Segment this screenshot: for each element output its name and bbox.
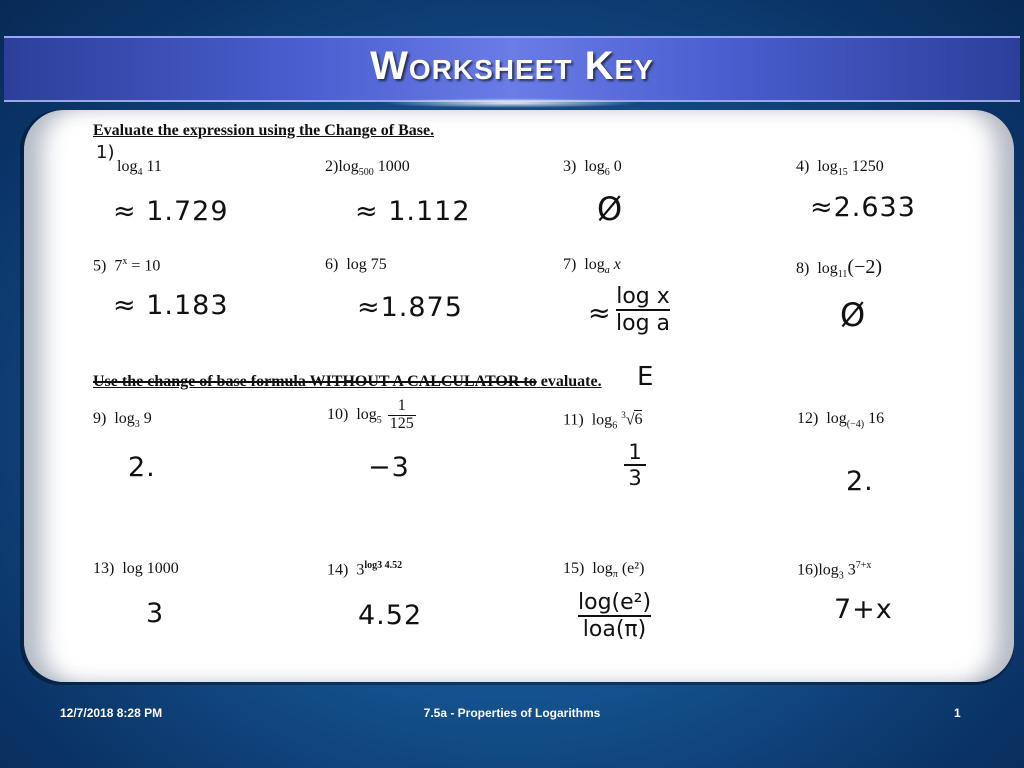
log-base: (−4) [846,419,865,431]
power-base: 3 [356,561,365,579]
log-argument: (e²) [621,560,645,577]
power-base: 7 [114,257,123,275]
slide-title: Worksheet Key [370,44,654,88]
problem-11: 11) $\log_6 ^3√6$ [563,410,643,432]
problem-number: 3) [563,158,577,175]
log-base: 6 [612,420,618,432]
footer-page-number: 1 [954,706,961,720]
answer-3: Ø [597,190,624,228]
problem-number: 5) [93,257,107,275]
answer-5: ≈ 1.183 [113,290,229,321]
problem-number: 16) [797,561,819,579]
answer-4: ≈2.633 [810,192,916,223]
answer-11-fraction [624,440,646,490]
problem-number: 1) [96,142,115,163]
log-argument: 9 [143,410,152,427]
fraction-denominator: 125 [389,414,414,432]
problem-number: 11) [563,411,584,429]
worksheet-page [24,110,1014,682]
title-glow [380,98,640,108]
exponent: log3 4.52 [364,560,403,571]
handwritten-correction: E [637,362,655,392]
answer-16: 7+x [834,594,893,625]
log-argument: 1000 [377,158,410,175]
section2-heading [93,373,602,391]
heading-end-text: evaluate. [540,373,602,390]
heading-struck-text: Use the change of base formula WITHOUT A CALCULATOR to [93,373,537,390]
problem-number: 8) [796,260,810,277]
log-base: 11 [837,269,848,281]
footer-date: 12/7/2018 8:28 PM [60,706,163,720]
equation-rhs: = 10 [127,257,161,275]
radicand: 6 [634,411,643,429]
log-argument: 11 [146,158,162,175]
log-argument: 16 [868,410,885,427]
problem-number: 12) [797,410,819,427]
answer-numerator: log x [616,284,670,309]
log-argument: (−2) [847,256,883,278]
answer-10: −3 [368,452,410,483]
answer-1: ≈ 1.729 [113,196,229,227]
log-base: 6 [604,167,610,179]
problem-6: 6) log 75 [325,256,387,273]
problem-16: $16)\log_3$ $3^{7+x}$ [797,560,872,582]
answer-12: 2. [846,466,874,497]
log-base: 4 [137,167,143,179]
problem-13: 13) log 1000 [93,560,179,577]
answer-numerator: 1 [624,440,646,466]
problem-1: 1) $\log_4 11$ [96,142,162,179]
log-argument: 1000 [146,560,179,577]
problem-number: 2) [325,158,339,175]
answer-6: ≈1.875 [357,292,463,323]
problem-number: 6) [325,256,339,273]
log-base: 3 [838,570,844,582]
answer-denominator: loa(π) [582,617,647,642]
problem-9: 9) $\log_3 9$ [93,410,152,431]
answer-8: Ø [840,296,867,334]
answer-denominator: 3 [628,466,642,490]
log-base: 15 [837,167,848,179]
problem-number: 13) [93,560,115,577]
problem-number: 7) [563,256,577,273]
problem-4: 4) $\log_{15} 1250$ [796,158,884,179]
problem-3: 3) $\log_6 0$ [563,158,622,179]
log-base: 5 [376,415,382,427]
log-argument: 0 [613,158,622,175]
problem-number: 15) [563,560,585,577]
section1-heading: Evaluate the expression using the Change of Base. [93,122,435,139]
problem-8: 8) $\log_{11}(-2)$ [796,256,883,281]
problem-number: 4) [796,158,810,175]
problem-number: 9) [93,410,107,427]
problem-15: 15) $\log_\pi (e^2)$ [563,560,645,581]
log-argument: 1250 [851,158,884,175]
answer-7-prefix: ≈ [588,298,612,329]
log-base: 500 [358,167,374,179]
problem-14 [327,560,402,579]
problem-number: 10) [327,405,349,423]
exponent: 7+x [855,560,872,571]
log-argument: x [613,256,621,273]
problem-7: 7) $\log_a x$ [563,256,621,277]
log-argument: 75 [370,256,387,273]
power-base: 3 [847,561,856,579]
problem-number: 14) [327,561,349,579]
answer-15-fraction [578,590,651,642]
root-index: 3 [621,410,626,420]
answer-2: ≈ 1.112 [355,196,471,227]
answer-numerator: log(e²) [578,590,652,615]
problem-10: 10) $\log_5$ $\frac{1}{125}$ [327,397,414,432]
log-base: 3 [134,419,140,431]
log-argument-fraction [388,398,416,433]
answer-14: 4.52 [358,600,423,631]
problem-12: 12) $\log_{(-4)} 16$ [797,410,885,431]
problem-2: $2)\log_{500}$ 1000 [325,158,410,179]
problem-5 [93,256,160,275]
footer-subtitle: 7.5a - Properties of Logarithms [423,706,601,720]
answer-13: 3 [146,598,165,629]
exponent: x [122,256,128,267]
log-base: π [612,569,618,581]
log-base: a [604,265,610,277]
fraction-numerator: 1 [388,398,416,416]
answer-7-fraction [616,284,670,336]
answer-9: 2. [128,452,156,483]
answer-denominator: log a [616,311,671,336]
